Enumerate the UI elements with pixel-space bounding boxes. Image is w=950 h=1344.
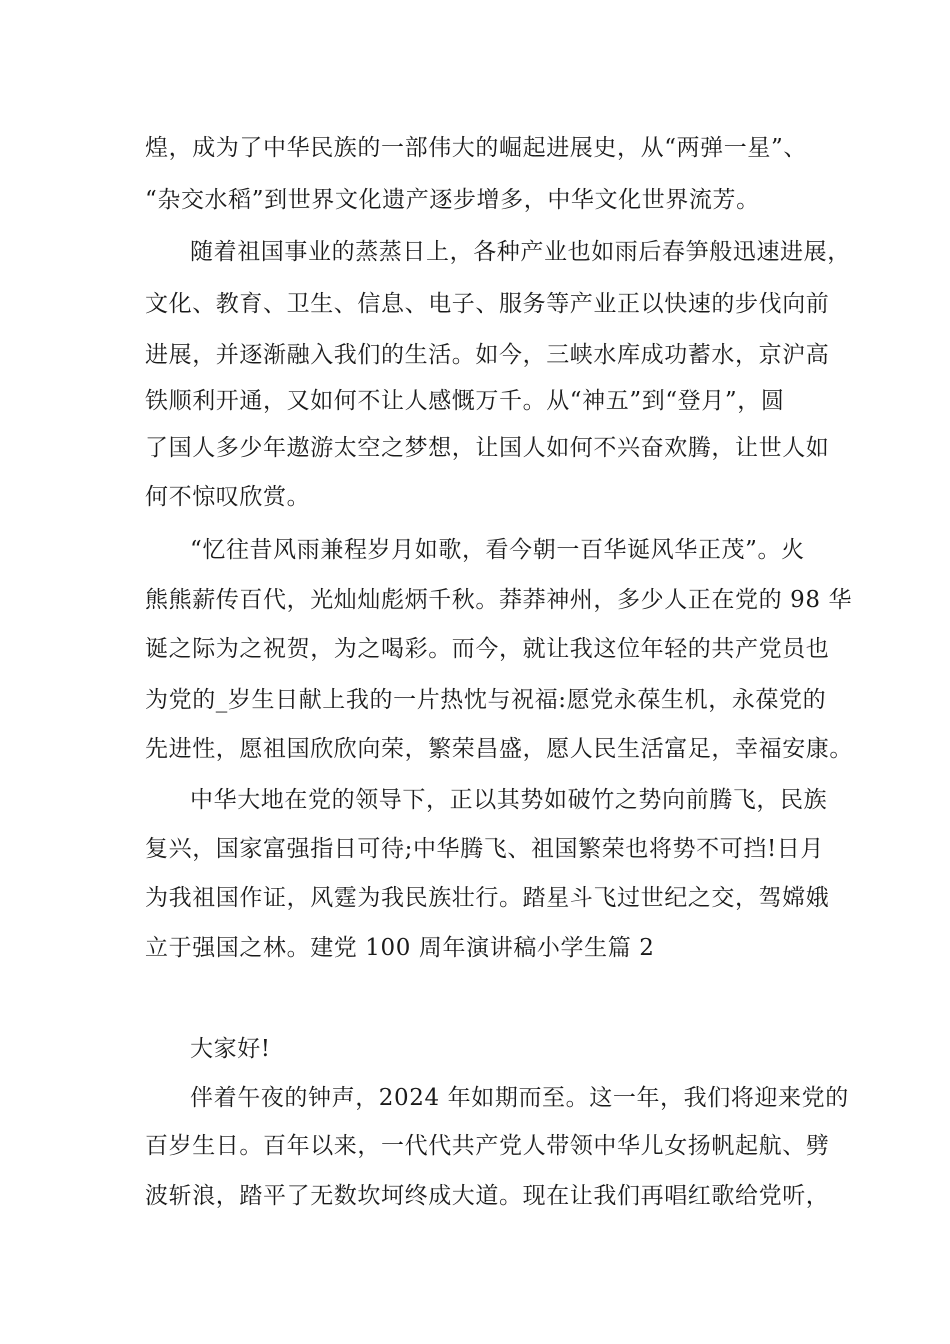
paragraph-start-line: 中华大地在党的领导下，正以其势如破竹之势向前腾飞，民族 (190, 787, 828, 813)
greeting-line: 大家好! (190, 1036, 271, 1062)
paragraph-start-line: 随着祖国事业的蒸蒸日上，各种产业也如雨后春笋般迅速进展， (190, 239, 851, 265)
text-line: 了国人多少年遨游太空之梦想，让国人如何不兴奋欢腾，让世人如 (145, 435, 830, 461)
text-line: 煌，成为了中华民族的一部伟大的崛起进展史，从“两弹一星”、 (145, 135, 807, 161)
text-line: 熊熊薪传百代，光灿灿彪炳千秋。莽莽神州，多少人正在党的 98 华 (145, 587, 853, 613)
text-line: 诞之际为之祝贺，为之喝彩。而今，就让我这位年轻的共产党员也 (145, 636, 830, 662)
paragraph-start-line: 伴着午夜的钟声，2024 年如期而至。这一年，我们将迎来党的 (190, 1085, 849, 1111)
text-line: “杂交水稻”到世界文化遗产逐步增多，中华文化世界流芳。 (145, 187, 760, 213)
paragraph-start-line: “忆往昔风雨兼程岁月如歌，看今朝一百华诞风华正茂”。火 (190, 537, 805, 563)
text-line: 何不惊叹欣赏。 (145, 484, 311, 510)
text-line: 百岁生日。百年以来，一代代共产党人带领中华儿女扬帆起航、劈 (145, 1133, 830, 1159)
text-line: 为党的_岁生日献上我的一片热忱与祝福:愿党永葆生机，永葆党的 (145, 687, 827, 713)
text-line: 铁顺利开通，又如何不让人感慨万千。从“神五”到“登月”，圆 (145, 388, 785, 414)
text-line: 波斩浪，踏平了无数坎坷终成大道。现在让我们再唱红歌给党听， (145, 1183, 830, 1209)
text-line: 进展，并逐渐融入我们的生活。如今，三峡水库成功蓄水，京沪高 (145, 342, 830, 368)
text-line: 为我祖国作证，风霆为我民族壮行。踏星斗飞过世纪之交，驾嫦娥 (145, 885, 830, 911)
text-line: 立于强国之林。建党 100 周年演讲稿小学生篇 2 (145, 935, 655, 961)
text-line: 复兴，国家富强指日可待;中华腾飞、祖国繁荣也将势不可挡!日月 (145, 836, 824, 862)
text-line: 文化、教育、卫生、信息、电子、服务等产业正以快速的步伐向前 (145, 291, 830, 317)
text-line: 先进性，愿祖国欣欣向荣，繁荣昌盛，愿人民生活富足，幸福安康。 (145, 736, 853, 762)
